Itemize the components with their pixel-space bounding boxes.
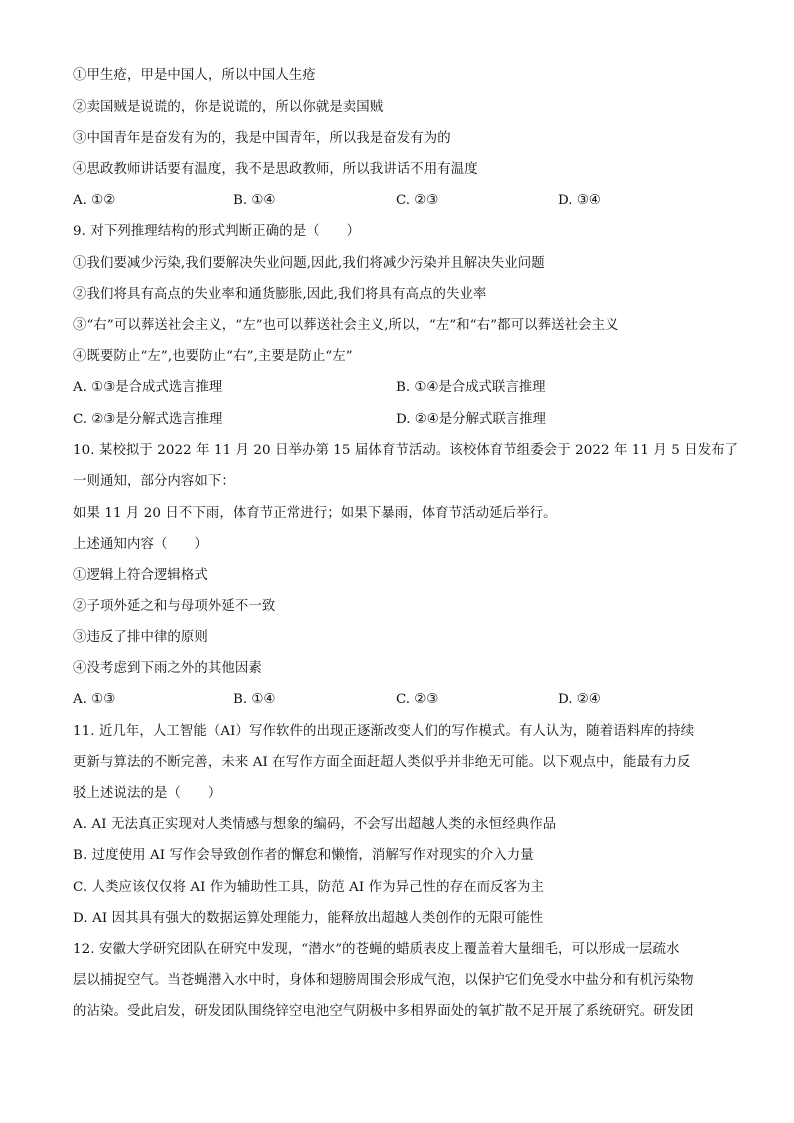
q11-stem-line-3: 驳上述说法的是（ ） (73, 786, 222, 801)
q12-stem-line-1: 12. 安徽大学研究团队在研究中发现，“潜水”的苍蝇的蜡质表皮上覆盖着大量细毛，可以形成一层疏水 (73, 942, 680, 957)
q11-option-d: D. AI 因其具有强大的数据运算处理能力，能释放出超越人类创作的无限可能性 (73, 911, 544, 926)
q10-item-1: ①逻辑上符合逻辑格式 (73, 568, 208, 583)
q10-option-b: B. ①④ (233, 692, 276, 707)
q10-option-a: A. ①③ (73, 692, 116, 707)
q10-notice: 如果 11 月 20 日不下雨，体育节正常进行；如果下暴雨，体育节活动延后举行。 (73, 506, 557, 521)
q11-option-c: C. 人类应该仅仅将 AI 作为辅助性工具，防范 AI 作为异己性的存在而反客为主 (73, 880, 545, 895)
q8-option-b: B. ①④ (233, 193, 276, 208)
q8-item-2: ②卖国贼是说谎的，你是说谎的，所以你就是卖国贼 (73, 100, 384, 115)
q9-item-3: ③“右”可以葬送社会主义，“左”也可以葬送社会主义,所以，“左”和“右”都可以葬送社会主义 (73, 318, 619, 333)
q11-option-b: B. 过度使用 AI 写作会导致创作者的懈怠和懒惰，消解写作对现实的介入力量 (73, 848, 534, 863)
q10-stem-line-2: 一则通知，部分内容如下： (73, 474, 235, 489)
q11-option-a: A. AI 无法真正实现对人类情感与想象的编码，不会写出超越人类的永恒经典作品 (73, 817, 557, 832)
q12-stem-line-2: 层以捕捉空气。当苍蝇潜入水中时，身体和翅膀周围会形成气泡，以保护它们免受水中盐分和有机污染物 (73, 973, 694, 988)
q11-stem-line-1: 11. 近几年，人工智能（AI）写作软件的出现正逐渐改变人们的写作模式。有人认为，随着语料库的持续 (73, 724, 695, 739)
q10-item-3: ③违反了排中律的原则 (73, 630, 208, 645)
q9-option-d: D. ②④是分解式联言推理 (396, 412, 546, 427)
q9-option-b: B. ①④是合成式联言推理 (396, 380, 546, 395)
q10-option-c: C. ②③ (396, 692, 439, 707)
q11-stem-line-2: 更新与算法的不断完善，未来 AI 在写作方面全面赶超人类似乎并非绝无可能。以下观点中，能最有力反 (73, 755, 691, 770)
q8-item-1: ①甲生疮，甲是中国人，所以中国人生疮 (73, 68, 316, 83)
q10-item-4: ④没考虑到下雨之外的其他因素 (73, 661, 262, 676)
q10-item-2: ②子项外延之和与母项外延不一致 (73, 599, 276, 614)
q9-option-c: C. ②③是分解式选言推理 (73, 412, 223, 427)
q8-option-c: C. ②③ (396, 193, 439, 208)
q9-item-4: ④既要防止“左”,也要防止“右”,主要是防止“左” (73, 349, 353, 364)
q9-item-2: ②我们将具有高点的失业率和通货膨胀,因此,我们将具有高点的失业率 (73, 287, 487, 302)
q10-stem-line-1: 10. 某校拟于 2022 年 11 月 20 日举办第 15 届体育节活动。该校体育节组委会于 2022 年 11 月 5 日发布了 (73, 443, 739, 458)
q9-option-a: A. ①③是合成式选言推理 (73, 380, 223, 395)
q12-stem-line-3: 的沾染。受此启发，研发团队围绕锌空电池空气阴极中多相界面处的氧扩散不足开展了系统研究。研发团 (73, 1004, 694, 1019)
q9-item-1: ①我们要减少污染,我们要解决失业问题,因此,我们将减少污染并且解决失业问题 (73, 256, 545, 271)
q8-option-a: A. ①② (73, 193, 116, 208)
q8-item-3: ③中国青年是奋发有为的，我是中国青年，所以我是奋发有为的 (73, 131, 451, 146)
q10-question: 上述通知内容（ ） (73, 537, 208, 552)
q8-item-4: ④思政教师讲话要有温度，我不是思政教师，所以我讲话不用有温度 (73, 162, 478, 177)
q9-stem: 9. 对下列推理结构的形式判断正确的是（ ） (73, 224, 361, 239)
q10-option-d: D. ②④ (558, 692, 601, 707)
q8-option-d: D. ③④ (558, 193, 601, 208)
